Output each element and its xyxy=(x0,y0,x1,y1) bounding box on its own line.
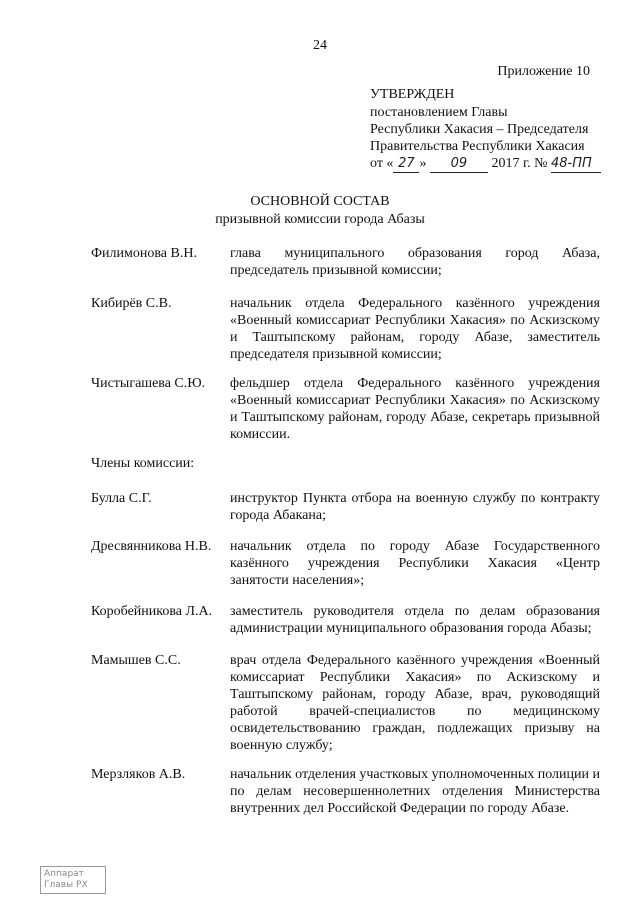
member-name: Коробейникова Л.А. xyxy=(91,604,213,619)
handwritten-month: 09 xyxy=(430,155,488,173)
member-role: инструктор Пункта отбора на военную службу по контракту города Абакана; xyxy=(230,491,600,523)
date-prefix: от « xyxy=(370,156,394,171)
handwritten-number: 48-ПП xyxy=(551,155,601,173)
member-role: заместитель руководителя отдела по делам образования администрации муниципального образования города Абазы; xyxy=(230,604,600,636)
members-label: Члены комиссии: xyxy=(91,456,195,471)
date-mid: » xyxy=(419,156,427,171)
approval-line-1: постановлением Главы xyxy=(370,105,508,120)
date-year: 2017 г. № xyxy=(491,156,548,171)
member-name: Дресвянникова Н.В. xyxy=(91,539,212,554)
member-role: фельдшер отдела Федерального казённого учреждения «Военный комиссариат Республики Хакасия» по Аскизскому и Таштыпскому районам, городу Абазе, секретарь призывной комиссии. xyxy=(230,376,600,442)
approval-block xyxy=(370,86,601,173)
stamp-line-1: Аппарат xyxy=(44,869,84,879)
member-role: глава муниципального образования город Абаза, председатель призывной комиссии; xyxy=(230,246,600,278)
document-heading xyxy=(0,193,640,229)
stamp-line-2: Главы РХ xyxy=(44,880,88,890)
office-stamp xyxy=(40,866,106,894)
approval-title: УТВЕРЖДЕН xyxy=(370,87,455,102)
member-role: врач отдела Федерального казённого учреждения «Военный комиссариат Республики Хакасия» по Аскизскому и Таштыпскому районам, городу Абазе, врач, руководящий работой врачей-специалистов по медицинскому освидетельствованию граждан, подлежащих призыву на военную службу; xyxy=(230,653,600,753)
heading-line-2: призывной комиссии города Абазы xyxy=(215,212,425,227)
page-number: 24 xyxy=(313,38,327,53)
member-name: Филимонова В.Н. xyxy=(91,246,197,261)
heading-line-1: ОСНОВНОЙ СОСТАВ xyxy=(250,194,390,209)
approval-date-line xyxy=(370,155,601,173)
approval-line-3: Правительства Республики Хакасия xyxy=(370,139,585,154)
member-role: начальник отдела Федерального казённого учреждения «Военный комиссариат Республики Хакасия» по Аскизскому и Таштыпскому районам, городу Абазе, заместитель председателя призывной комиссии; xyxy=(230,296,600,362)
approval-line-2: Республики Хакасия – Председателя xyxy=(370,122,589,137)
handwritten-day: 27 xyxy=(393,155,419,173)
member-name: Булла С.Г. xyxy=(91,491,152,506)
member-role: начальник отдела по городу Абазе Государственного казённого учреждения Республики Хакасия «Центр занятости населения»; xyxy=(230,539,600,588)
member-name: Кибирёв С.В. xyxy=(91,296,172,311)
member-name: Мамышев С.С. xyxy=(91,653,181,668)
member-name: Чистыгашева С.Ю. xyxy=(91,376,206,391)
member-role: начальник отделения участковых уполномоченных полиции и по делам несовершеннолетних отделения Министерства внутренних дел Российской Федерации по городу Абазе. xyxy=(230,767,601,816)
member-name: Мерзляков А.В. xyxy=(91,767,186,782)
annex-label: Приложение 10 xyxy=(497,64,590,79)
